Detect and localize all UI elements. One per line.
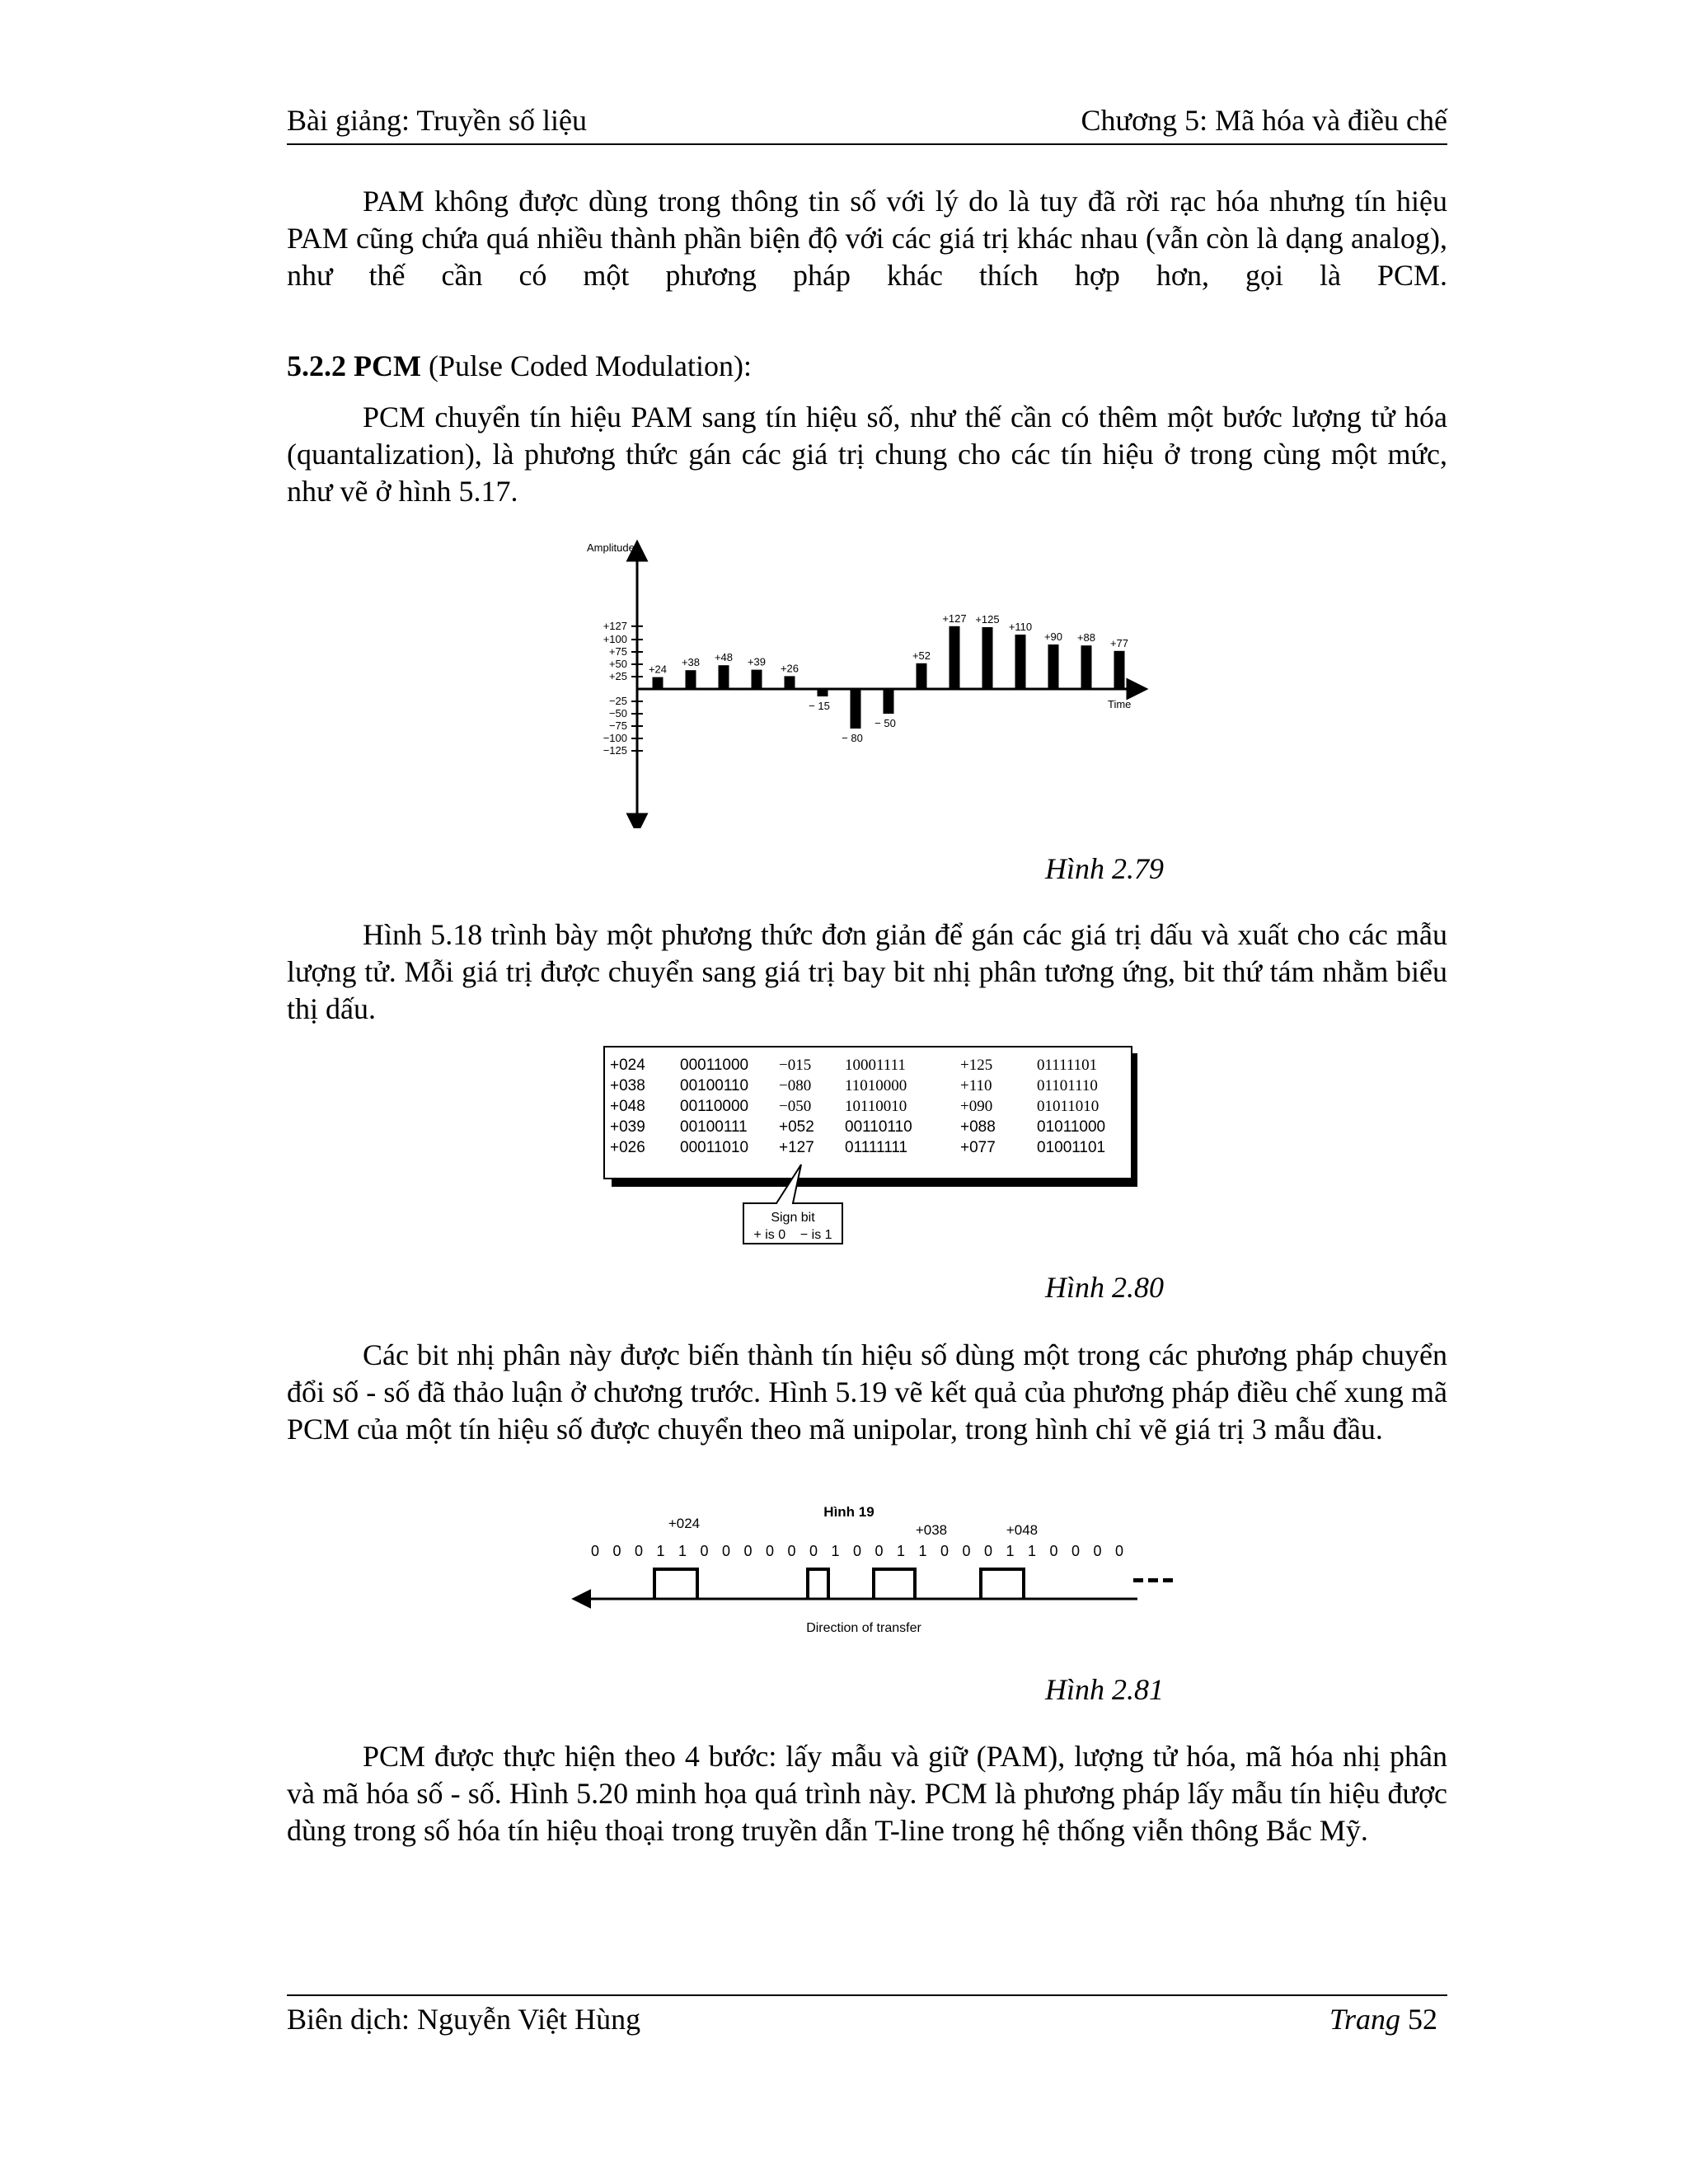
section-number: 5.2.2 PCM	[287, 349, 421, 382]
callout-line-2: + is 0 − is 1	[753, 1228, 832, 1242]
x-axis-label: Time	[1108, 698, 1132, 710]
y-tick-label: +25	[608, 670, 627, 682]
bit-digit: 0	[743, 1543, 753, 1559]
page-label: Trang	[1329, 2003, 1400, 2036]
y-tick-label: +50	[608, 658, 627, 670]
table-cell: 00110000	[680, 1098, 749, 1115]
table-cell: 10001111	[845, 1057, 906, 1074]
table-cell: −080	[779, 1077, 812, 1094]
table-cell: +090	[960, 1098, 993, 1115]
y-tick-label: +100	[603, 633, 627, 645]
table-cell: −015	[779, 1057, 812, 1074]
bar-value-label: +110	[1008, 621, 1033, 633]
table-cell: 01111111	[845, 1139, 908, 1156]
bar-value-label: − 15	[809, 700, 830, 712]
bit-digit: 0	[852, 1543, 862, 1559]
chart-bar	[653, 677, 663, 689]
bit-digit: 1	[831, 1543, 840, 1559]
bit-digit: 0	[940, 1543, 950, 1559]
bit-digit: 1	[1027, 1543, 1037, 1559]
y-tick-label: −50	[608, 707, 627, 719]
bit-digit: 0	[874, 1543, 884, 1559]
bar-value-label: +38	[681, 656, 701, 669]
bit-digit: 1	[678, 1543, 687, 1559]
paragraph-pcm-intro: PCM chuyển tín hiệu PAM sang tín hiệu số, như thế cần có thêm một bước lượng tử hóa (quantalization), là phương thức gán các giá trị chung cho các tín hiệu ở trong cùng một mức, như vẽ ở hình 5.17.	[287, 401, 1447, 508]
chart-bar	[884, 689, 894, 714]
bit-digit: 0	[1049, 1543, 1058, 1559]
chart-bar	[752, 670, 762, 689]
table-cell: −050	[779, 1098, 812, 1115]
chart-bar	[982, 627, 993, 689]
bit-digit: 0	[721, 1543, 731, 1559]
chart-bar	[917, 663, 927, 689]
page-footer	[287, 1998, 1447, 2041]
page-header	[287, 99, 1447, 142]
bar-value-label: +88	[1076, 631, 1096, 644]
sample-label-1: +024	[668, 1516, 701, 1531]
bar-value-label: +90	[1043, 630, 1063, 643]
table-cell: +110	[960, 1077, 992, 1094]
table-cell: +048	[610, 1098, 645, 1115]
sample-label-2: +038	[915, 1522, 948, 1538]
table-cell: 01011010	[1037, 1098, 1100, 1115]
table-cell: 00011000	[680, 1057, 749, 1074]
sample-label-3: +048	[1006, 1522, 1039, 1538]
y-tick-label: −125	[603, 744, 627, 757]
bit-digit: 1	[918, 1543, 927, 1559]
y-tick-label: −100	[603, 732, 627, 744]
table-cell: +024	[610, 1057, 645, 1074]
chart-bar	[950, 626, 960, 689]
paragraph-sign-bit: Hình 5.18 trình bày một phương thức đơn giản để gán các giá trị dấu và xuất cho các mẫu lượng tử. Mỗi giá trị được chuyển sang giá trị bay bit nhị phân tương ứng, bit thứ tám nhằm biểu thị dấu.	[287, 918, 1447, 1025]
table-cell: 00110110	[845, 1118, 912, 1136]
bar-value-label: − 80	[842, 732, 863, 744]
section-heading	[287, 346, 752, 386]
bit-digit: 0	[765, 1543, 775, 1559]
paragraph-pcm-steps: PCM được thực hiện theo 4 bước: lấy mẫu và giữ (PAM), lượng tử hóa, mã hóa nhị phân và mã hóa số - số. Hình 5.20 minh họa quá trình này. PCM là phương pháp lấy mẫu tín hiệu được dùng trong số hóa tín hiệu thoại trong truyền dẫn T-line trong hệ thống viễn thông Bắc Mỹ.	[287, 1740, 1447, 1847]
table-cell: +077	[960, 1139, 996, 1156]
table-cell: +052	[779, 1118, 814, 1136]
y-tick-label: −25	[608, 695, 627, 707]
chart-bar	[785, 676, 795, 689]
bit-digit: 0	[1093, 1543, 1102, 1559]
paragraph-unipolar: Các bit nhị phân này được biến thành tín hiệu số dùng một trong các phương pháp chuyển đổi số - số đã thảo luận ở chương trước. Hình 5.19 vẽ kết quả của phương pháp điều chế xung mã PCM của một tín hiệu số được chuyển theo mã unipolar, trong hình chỉ vẽ giá trị 3 mẫu đầu.	[287, 1338, 1447, 1446]
bar-value-label: +125	[975, 613, 1000, 626]
pulse	[874, 1569, 915, 1599]
y-tick-label: +75	[608, 645, 627, 658]
pulse	[654, 1569, 697, 1599]
paragraph-pam: PAM không được dùng trong thông tin số với lý do là tuy đã rời rạc hóa nhưng tín hiệu PAM cũng chứa quá nhiều thành phần biện độ với các giá trị khác nhau (vẫn còn là dạng analog), như thế cần có một phương pháp khác thích hợp hơn, gọi là PCM.	[287, 185, 1447, 292]
table-cell: 00100110	[680, 1077, 749, 1094]
bar-value-label: +48	[714, 651, 734, 664]
pulse	[808, 1569, 828, 1599]
table-cell: +088	[960, 1118, 996, 1136]
bit-digit: 0	[590, 1543, 600, 1559]
bit-digit: 0	[787, 1543, 796, 1559]
y-tick-label: −75	[608, 719, 627, 732]
pulse	[981, 1569, 1024, 1599]
unipolar-title: Hình 19	[823, 1504, 874, 1520]
table-cell: +039	[610, 1118, 645, 1136]
figure-caption-3: Hình 2.81	[1045, 1673, 1164, 1706]
bar-value-label: +39	[747, 655, 767, 668]
table-cell: 01111101	[1037, 1057, 1098, 1074]
bit-digit: 1	[896, 1543, 906, 1559]
quantization-chart	[577, 536, 1154, 828]
chart-bar	[851, 689, 861, 729]
bit-digit: 0	[700, 1543, 709, 1559]
chart-bar	[1081, 645, 1092, 689]
bit-digit: 0	[612, 1543, 621, 1559]
table-cell: 01101110	[1037, 1077, 1098, 1094]
table-cell: 10110010	[845, 1098, 907, 1115]
ellipsis-icon	[1133, 1578, 1173, 1582]
header-rule	[287, 143, 1447, 145]
table-cell: 00011010	[680, 1139, 749, 1156]
section-title: (Pulse Coded Modulation):	[420, 349, 752, 382]
bar-value-label: +77	[1109, 636, 1129, 649]
table-cell: +026	[610, 1139, 645, 1156]
bar-value-label: +127	[942, 612, 967, 625]
table-cell: 01001101	[1037, 1139, 1106, 1156]
table-cell: +127	[779, 1139, 814, 1156]
direction-label: Direction of transfer	[806, 1621, 921, 1635]
binary-code-table	[602, 1045, 1146, 1251]
bit-digit: 0	[1114, 1543, 1124, 1559]
figure-caption-1: Hình 2.79	[1045, 852, 1164, 885]
table-cell: 01011000	[1037, 1118, 1106, 1136]
footer-left: Biên dịch: Nguyễn Việt Hùng	[287, 2003, 641, 2036]
page-num: 52	[1408, 2003, 1437, 2036]
bit-digit: 0	[809, 1543, 818, 1559]
callout-line-1: Sign bit	[771, 1211, 815, 1225]
chart-bar	[686, 670, 696, 689]
bit-digit: 1	[656, 1543, 665, 1559]
bit-digit: 0	[962, 1543, 971, 1559]
chart-bar	[1015, 635, 1026, 689]
chart-bar	[1048, 644, 1059, 689]
bar-value-label: − 50	[874, 717, 896, 729]
footer-rule	[287, 1994, 1447, 1996]
bar-value-label: +24	[648, 663, 668, 676]
chart-bar	[719, 665, 729, 689]
bar-value-label: +26	[780, 662, 799, 675]
bit-digit: 0	[634, 1543, 644, 1559]
table-cell: +038	[610, 1077, 645, 1094]
table-cell: +125	[960, 1057, 993, 1074]
chart-bar	[1114, 651, 1125, 689]
page-number	[1329, 1998, 1437, 2041]
header-left: Bài giảng: Truyền số liệu	[287, 104, 588, 137]
table-cell: 00100111	[680, 1118, 748, 1136]
bit-digit: 0	[1071, 1543, 1081, 1559]
bit-digit: 1	[1006, 1543, 1015, 1559]
table-cell: 11010000	[845, 1077, 907, 1094]
figure-caption-2: Hình 2.80	[1045, 1271, 1164, 1304]
y-axis-label: Amplitude	[587, 541, 635, 554]
chart-bar	[818, 689, 828, 696]
bar-value-label: +52	[912, 649, 931, 662]
unipolar-signal-figure	[569, 1502, 1195, 1642]
bit-digit: 0	[983, 1543, 993, 1559]
header-right: Chương 5: Mã hóa và điều chế	[1081, 104, 1447, 137]
y-tick-label: +127	[603, 619, 627, 632]
